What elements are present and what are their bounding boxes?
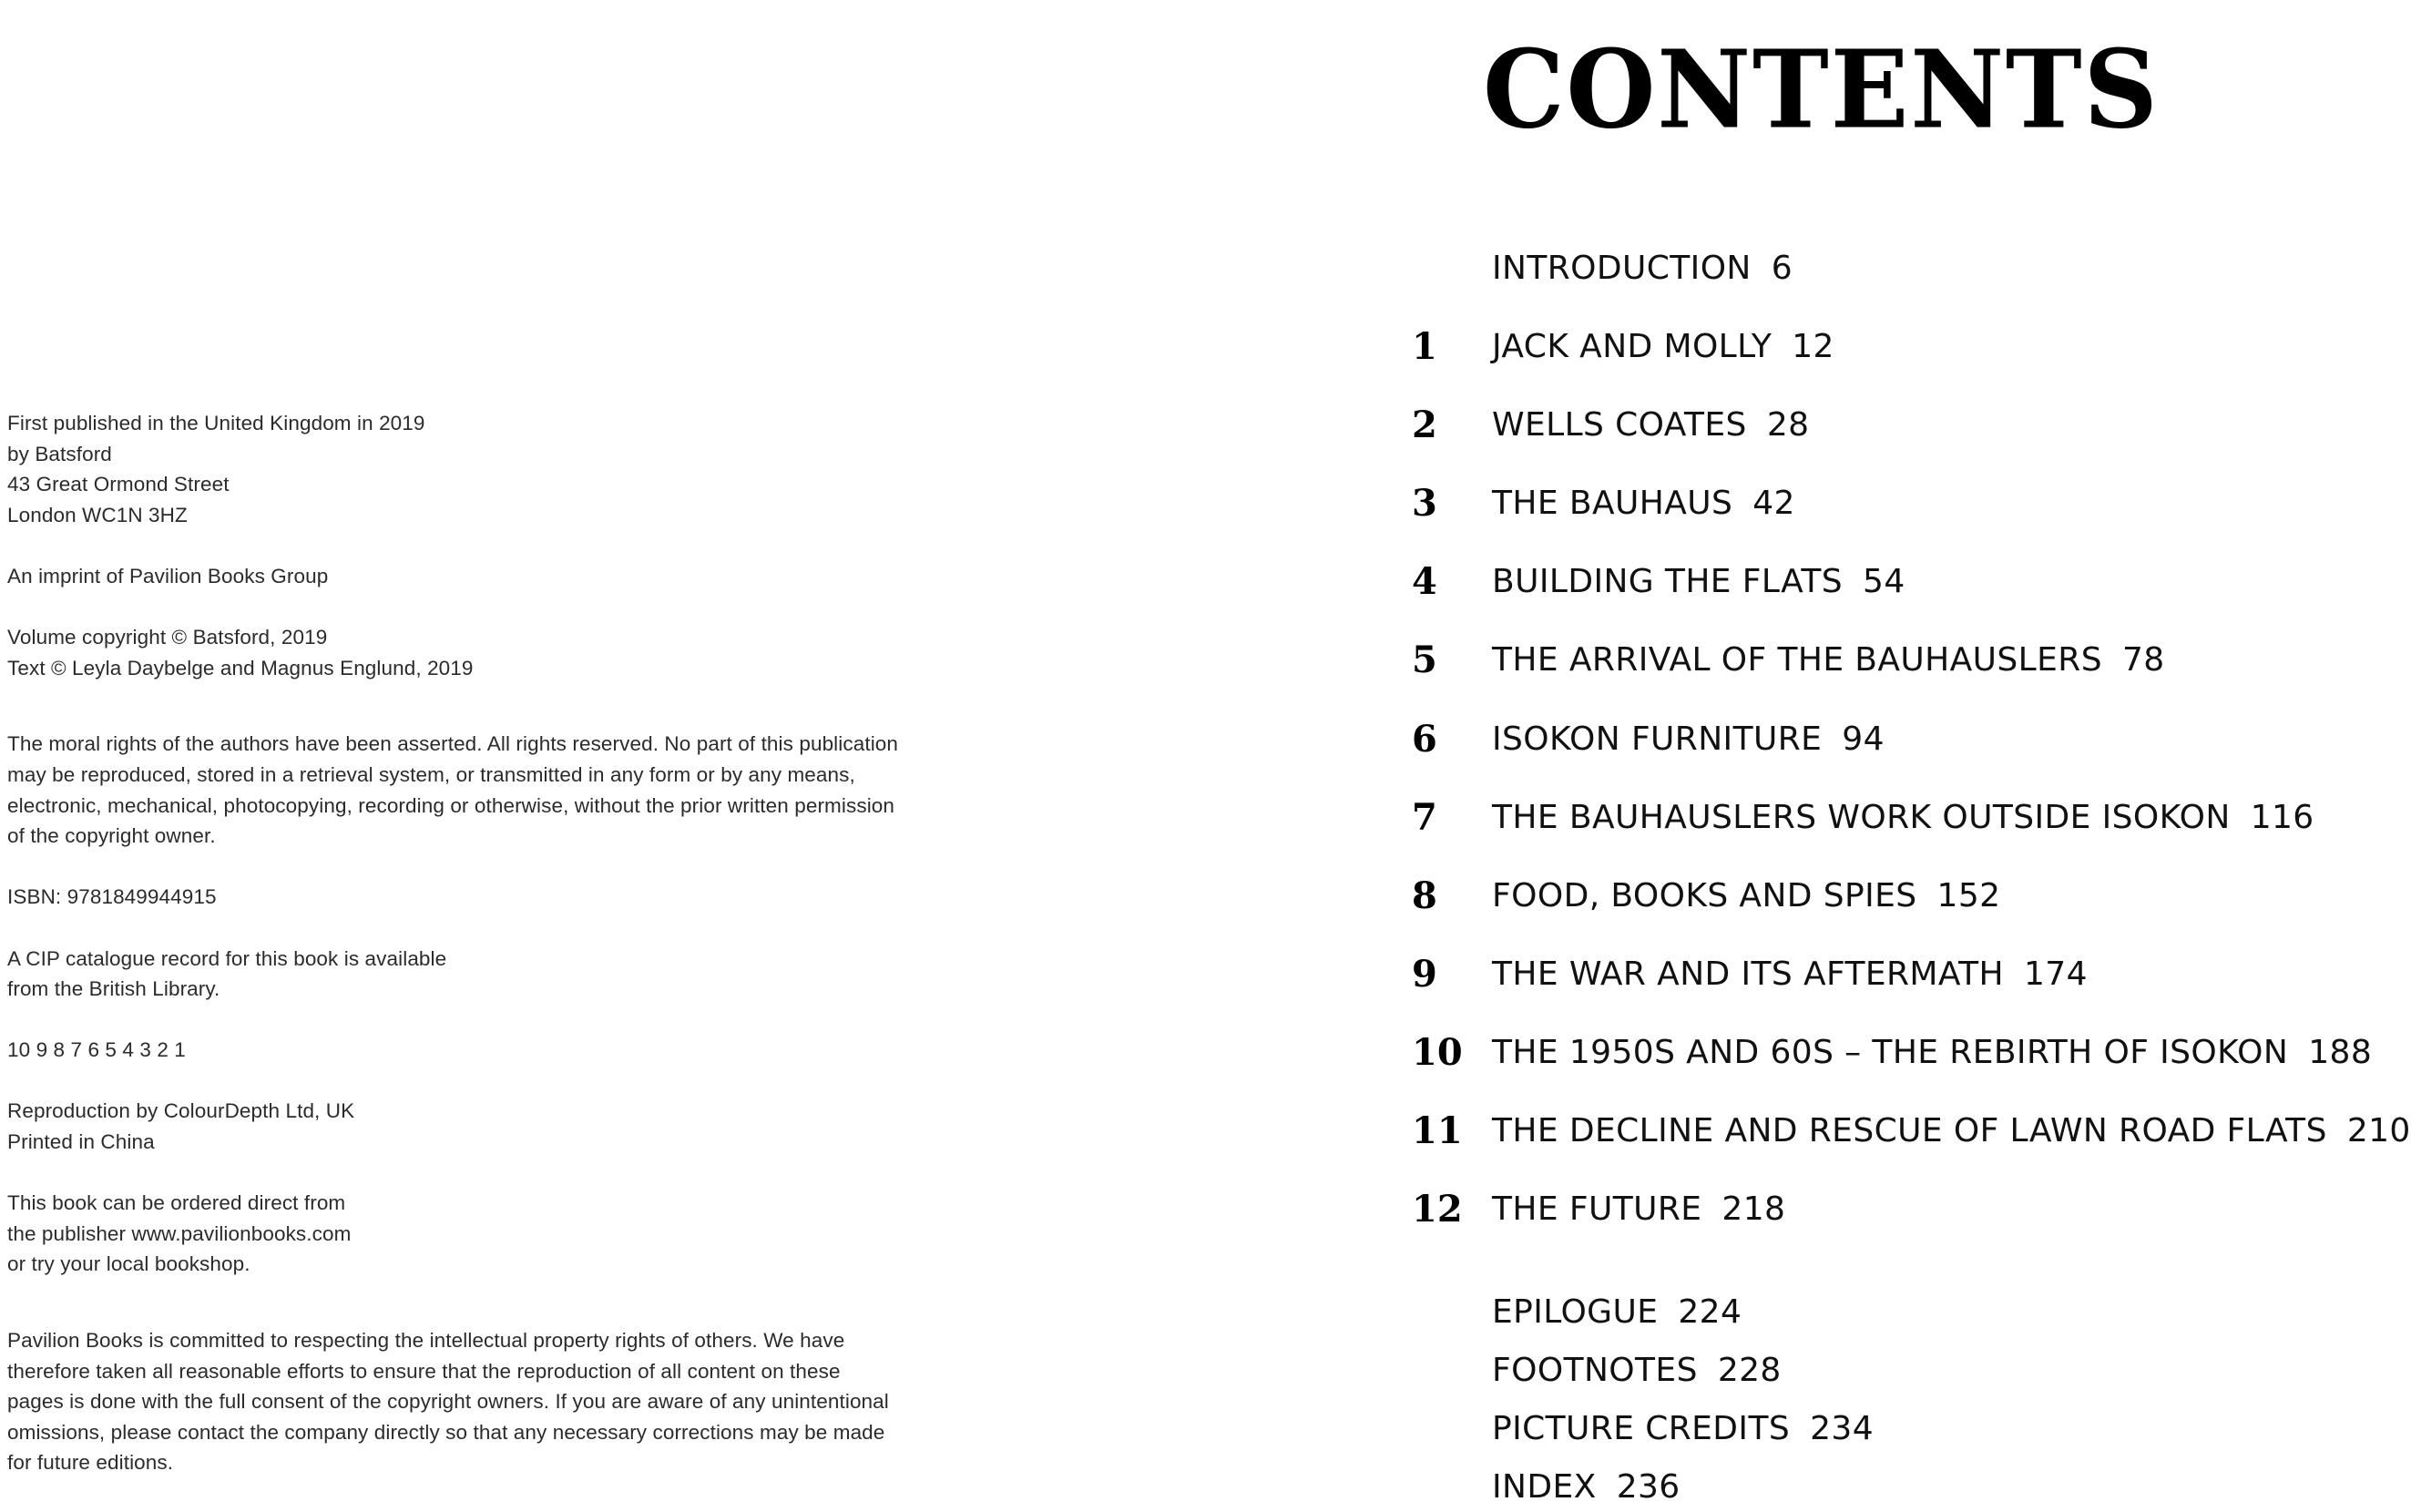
toc-entry-label — [1492, 1408, 1874, 1450]
toc-entry-label — [1492, 248, 1793, 290]
chapter-title: EPILOGUE — [1492, 1293, 1659, 1331]
imprint-block — [7, 882, 936, 913]
imprint-block — [7, 1188, 936, 1280]
imprint-line: 43 Great Ormond Street — [7, 473, 230, 496]
imprint-line: 10 9 8 7 6 5 4 3 2 1 — [7, 1038, 186, 1062]
imprint-line: ISBN: 9781849944915 — [7, 885, 217, 909]
chapter-number: 7 — [1412, 796, 1437, 839]
imprint-line: pages is done with the full consent of the copyright owners. If you are aware of any unintentional — [7, 1390, 889, 1414]
toc-entry-label — [1492, 954, 2088, 996]
imprint-line: the publisher www.pavilionbooks.com — [7, 1221, 352, 1245]
page-number: 188 — [2308, 1034, 2373, 1071]
imprint-line: of the copyright owner. — [7, 824, 216, 848]
imprint-line: electronic, mechanical, photocopying, recording or otherwise, without the prior written permission — [7, 793, 895, 817]
page-number: 54 — [1863, 563, 1905, 600]
toc-entry-label — [1492, 483, 1795, 525]
imprint-block — [7, 561, 936, 592]
chapter-title: THE 1950S AND 60S – THE REBIRTH OF ISOKON — [1492, 1034, 2289, 1071]
chapter-number: 9 — [1412, 953, 1437, 996]
chapter-number: 11 — [1412, 1109, 1463, 1152]
imprint-block — [7, 729, 936, 851]
imprint-line: London WC1N 3HZ — [7, 503, 188, 526]
imprint-line: A CIP catalogue record for this book is available — [7, 946, 447, 970]
toc-entry-label — [1492, 639, 2165, 681]
imprint-block — [7, 944, 936, 1005]
chapter-title: JACK AND MOLLY — [1492, 328, 1772, 365]
toc-entry-label — [1492, 1466, 1681, 1508]
imprint-line: by Batsford — [7, 442, 112, 465]
imprint-line: for future editions. — [7, 1451, 174, 1475]
imprint-block — [7, 1035, 936, 1066]
imprint-line: Volume copyright © Batsford, 2019 — [7, 626, 328, 649]
toc-entry-label — [1492, 561, 1905, 603]
imprint-line: Text © Leyla Daybelge and Magnus Englund, 2019 — [7, 656, 474, 679]
page-number: 12 — [1792, 328, 1834, 365]
imprint-block — [7, 1325, 936, 1478]
imprint-line: Reproduction by ColourDepth Ltd, UK — [7, 1099, 355, 1123]
page-number: 94 — [1842, 720, 1885, 758]
page-number: 236 — [1616, 1468, 1681, 1506]
imprint-line: Printed in China — [7, 1130, 155, 1154]
page-number: 28 — [1766, 406, 1810, 444]
chapter-number: 5 — [1412, 639, 1437, 681]
chapter-number: 10 — [1412, 1031, 1463, 1074]
page-number: 234 — [1810, 1410, 1875, 1447]
toc-entry-label — [1492, 326, 1834, 368]
page-number: 78 — [2121, 641, 2165, 679]
page-number: 42 — [1752, 485, 1795, 522]
chapter-title: THE BAUHAUS — [1492, 485, 1733, 522]
imprint-line: therefore taken all reasonable efforts to ensure that the reproduction of all content on these — [7, 1359, 841, 1383]
imprint-block — [7, 622, 936, 683]
imprint-line: An imprint of Pavilion Books Group — [7, 564, 329, 587]
page-number: 174 — [2024, 955, 2088, 993]
toc-entry-label — [1492, 797, 2314, 839]
imprint-line: or try your local bookshop. — [7, 1252, 250, 1276]
imprint-line: First published in the United Kingdom in 2019 — [7, 412, 425, 434]
imprint-line: The moral rights of the authors have been asserted. All rights reserved. No part of this publication — [7, 732, 899, 756]
imprint-line: from the British Library. — [7, 977, 220, 1001]
toc-entry-label — [1492, 1189, 1785, 1231]
chapter-title: FOOD, BOOKS AND SPIES — [1492, 877, 1917, 914]
imprint-line: Pavilion Books is committed to respecting the intellectual property rights of others. We have — [7, 1329, 845, 1353]
page-number: 6 — [1771, 250, 1793, 287]
chapter-title: THE ARRIVAL OF THE BAUHAUSLERS — [1492, 641, 2102, 679]
toc-entry-label — [1492, 875, 2000, 917]
chapter-title: BUILDING THE FLATS — [1492, 563, 1844, 600]
imprint-block — [7, 408, 936, 530]
chapter-title: THE WAR AND ITS AFTERMATH — [1492, 955, 2004, 993]
chapter-title: ISOKON FURNITURE — [1492, 720, 1823, 758]
chapter-title: THE BAUHAUSLERS WORK OUTSIDE ISOKON — [1492, 799, 2231, 836]
page-number: 218 — [1721, 1190, 1786, 1228]
chapter-number: 3 — [1412, 482, 1437, 525]
chapter-number: 12 — [1412, 1188, 1463, 1231]
toc-entry-label — [1492, 404, 1809, 446]
chapter-number: 6 — [1412, 718, 1437, 761]
toc-entry-label — [1492, 1292, 1742, 1333]
toc-entry-label — [1492, 719, 1885, 761]
chapter-title: INDEX — [1492, 1468, 1597, 1506]
chapter-title: WELLS COATES — [1492, 406, 1747, 444]
toc-entry-label — [1492, 1032, 2372, 1074]
chapter-title: PICTURE CREDITS — [1492, 1410, 1791, 1447]
page-number: 224 — [1678, 1293, 1742, 1331]
chapter-title: THE FUTURE — [1492, 1190, 1702, 1228]
page-number: 116 — [2250, 799, 2314, 836]
chapter-title: FOOTNOTES — [1492, 1352, 1698, 1389]
imprint-line: omissions, please contact the company directly so that any necessary corrections may be made — [7, 1420, 885, 1444]
imprint-page — [7, 408, 936, 1509]
page-number: 210 — [2346, 1112, 2411, 1149]
chapter-number: 1 — [1412, 325, 1437, 368]
contents-heading: CONTENTS — [1483, 26, 2160, 153]
imprint-line: may be reproduced, stored in a retrieval system, or transmitted in any form or by any means, — [7, 762, 855, 786]
toc-entry-label — [1492, 1350, 1782, 1392]
page-number: 152 — [1936, 877, 2001, 914]
page-number: 228 — [1717, 1352, 1782, 1389]
chapter-title: INTRODUCTION — [1492, 250, 1752, 287]
chapter-title: THE DECLINE AND RESCUE OF LAWN ROAD FLATS — [1492, 1112, 2327, 1149]
toc-entry-label — [1492, 1110, 2411, 1152]
chapter-number: 2 — [1412, 404, 1437, 446]
chapter-number: 4 — [1412, 560, 1437, 603]
imprint-block — [7, 1096, 936, 1157]
imprint-line: This book can be ordered direct from — [7, 1191, 346, 1215]
chapter-number: 8 — [1412, 874, 1437, 917]
